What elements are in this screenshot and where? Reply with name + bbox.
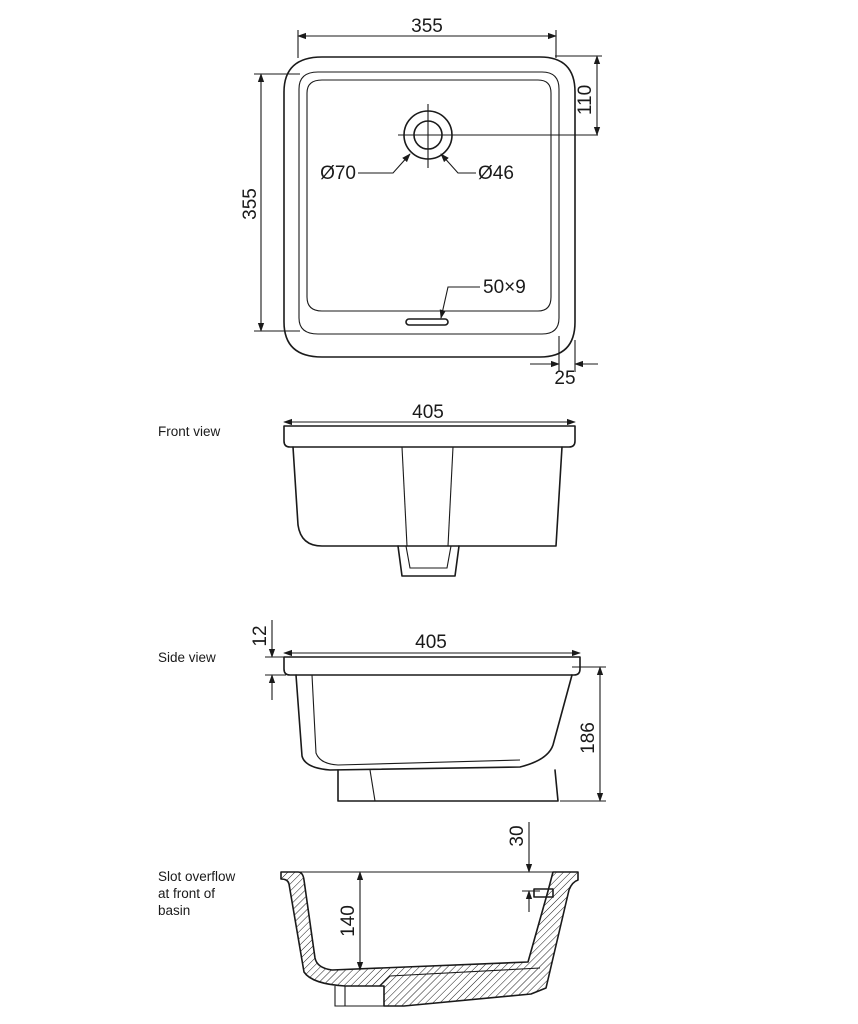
overflow-slot-text: 50×9 — [483, 277, 526, 298]
side-width-dimension-text: 405 — [415, 632, 447, 653]
outer-diameter-text: Ø70 — [320, 163, 356, 184]
section-view — [281, 822, 578, 1006]
rim-thickness-dimension-text: 12 — [250, 625, 271, 647]
front-view-label: Front view — [158, 424, 221, 439]
front-view-body — [293, 447, 562, 546]
top-depth-dimension-text: 355 — [240, 188, 261, 220]
side-view-body — [296, 675, 572, 770]
section-view-label: Slot overflow at front of basin — [158, 869, 236, 918]
inner-diameter-text: Ø46 — [478, 163, 514, 184]
overflow-slot — [406, 319, 448, 325]
drain-offset-dimension-text: 110 — [575, 84, 596, 116]
side-view-label: Side view — [158, 650, 216, 665]
side-view-rim — [284, 657, 580, 675]
slot-offset-dimension-text: 30 — [507, 825, 528, 847]
front-width-dimension-text: 405 — [412, 402, 444, 423]
top-width-dimension-text: 355 — [411, 16, 443, 37]
front-view — [284, 402, 575, 576]
top-view-outer-rim — [284, 57, 575, 357]
side-view — [250, 620, 606, 801]
rim-width-dimension-text: 25 — [554, 368, 576, 389]
front-view-rim — [284, 426, 575, 447]
top-view — [240, 16, 602, 389]
side-height-dimension-text: 186 — [578, 722, 599, 754]
section-depth-dimension-text: 140 — [338, 905, 359, 937]
